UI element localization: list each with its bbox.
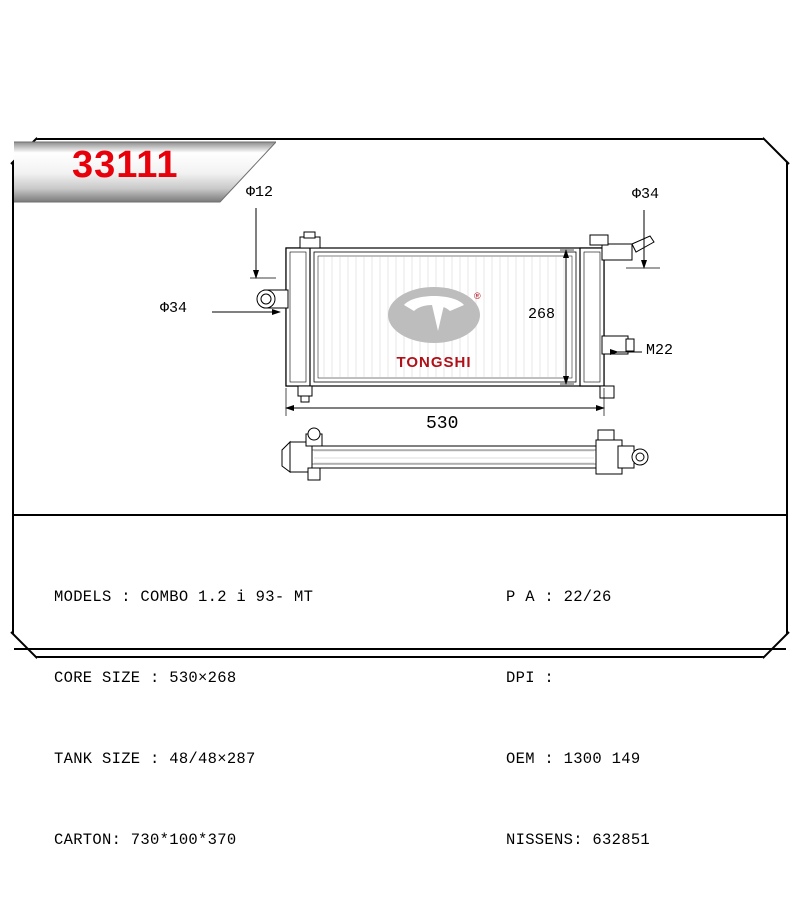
spec-table: [14, 516, 786, 849]
spec-oem: OEM : 1300 149: [506, 750, 641, 768]
product-spec-card: [12, 138, 788, 849]
divider-spec-bottom: [14, 648, 786, 650]
radiator-technical-drawing: [14, 140, 786, 514]
spec-column-right: [506, 530, 650, 908]
spec-pa: P A : 22/26: [506, 588, 612, 606]
dim-label-core-height: 268: [528, 306, 556, 323]
spec-column-left: [54, 530, 313, 908]
spec-core-size: CORE SIZE : 530×268: [54, 669, 237, 687]
spec-tank-size: TANK SIZE : 48/48×287: [54, 750, 256, 768]
spec-dpi: DPI :: [506, 669, 555, 687]
dim-label-thread-right: M22: [646, 342, 674, 359]
spec-nissens: NISSENS: 632851: [506, 831, 651, 849]
dim-label-neck-left: Φ34: [160, 300, 188, 317]
svg-text:®: ®: [474, 291, 481, 301]
brand-logo: [369, 285, 499, 371]
dim-label-neck-top-right: Φ34: [632, 186, 660, 203]
brand-logo-text: TONGSHI: [396, 354, 472, 371]
dim-label-inlet-top-left: Φ12: [246, 184, 274, 201]
part-number: 33111: [72, 144, 179, 186]
spec-carton: CARTON: 730*100*370: [54, 831, 237, 849]
spec-models: MODELS : COMBO 1.2 i 93- MT: [54, 588, 314, 606]
dim-label-core-width: 530: [426, 414, 459, 434]
